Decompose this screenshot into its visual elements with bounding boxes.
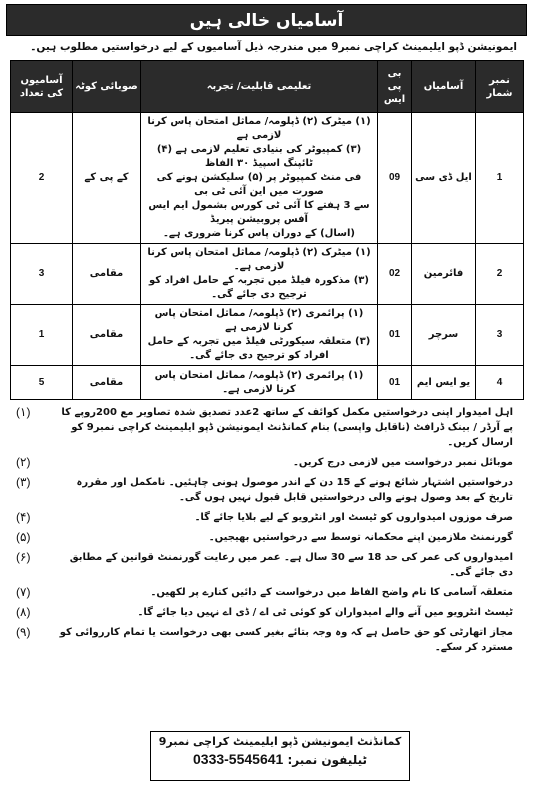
condition-number: (۳)	[16, 475, 31, 489]
row-qualification	[141, 244, 378, 305]
phone-number: 0333-5545641	[193, 751, 284, 767]
list-item	[16, 475, 513, 505]
list-item	[16, 550, 513, 580]
list-item	[16, 530, 513, 545]
row-bps: 01	[378, 366, 412, 400]
row-qualification	[141, 113, 378, 244]
header-count: آسامیوں کی تعداد	[11, 61, 73, 113]
qualification-line: (۱) پرائمری (۲) ڈپلومہ/ مماثل امتحان پاس کرنا لازمی ہے۔	[154, 369, 364, 395]
qualification-line: (۱) میٹرک (۲) ڈپلومہ/ مماثل امتحان پاس کرنا لازمی ہے۔	[147, 247, 371, 272]
conditions-list	[6, 400, 527, 655]
table-header-row	[11, 61, 524, 113]
condition-number: (۱)	[16, 405, 31, 419]
condition-text: درخواستیں اشتہار شائع ہونے کے 15 دن کے اندر موصول ہونی چاہئیں۔ نامکمل اور مقررہ تاریخ کے بعد وصول ہونے والی درخواستیں قابل قبول نہیں ہوں گی۔	[76, 477, 513, 503]
table-row	[11, 113, 524, 244]
row-bps: 09	[378, 113, 412, 244]
table-row	[11, 366, 524, 400]
list-item	[16, 605, 513, 620]
contact-box	[150, 731, 410, 781]
row-count: 2	[11, 113, 73, 244]
list-item	[16, 510, 513, 525]
list-item	[16, 625, 513, 655]
qualification-line: (۱) میٹرک (۲) ڈپلومہ/ مماثل امتحان پاس کرنا لازمی ہے	[147, 116, 371, 141]
contact-address: کمانڈنٹ ایمونیشن ڈپو ایلیمینٹ کراچی نمبر9	[158, 735, 402, 748]
qualification-line: فی منٹ کمپیوٹر پر (۵) سلیکشن ہونے کی صورت میں این آئی ٹی بی	[156, 172, 362, 197]
qualification-line: سے 3 ہفتے کا آئی ٹی کورس بشمول ایم ایس آفس پروبیشن پیریڈ	[148, 200, 370, 225]
qualification-line: (۳) کمپیوٹر کی بنیادی تعلیم لازمی ہے (۴) ٹائپنگ اسپیڈ ۳۰ الفاظ	[156, 144, 362, 169]
phone-label: ٹیلیفون نمبر:	[287, 753, 367, 767]
row-serial: 4	[476, 366, 524, 400]
header-domicile: صوبائی کوٹہ	[73, 61, 141, 113]
page-title	[6, 4, 527, 36]
row-domicile: مقامی	[73, 244, 141, 305]
condition-text: متعلقہ آسامی کا نام واضح الفاظ میں درخواست کے دائیں کنارے پر لکھیں۔	[150, 587, 513, 598]
list-item	[16, 405, 513, 450]
row-bps: 01	[378, 305, 412, 366]
table-row	[11, 305, 524, 366]
condition-number: (۴)	[16, 510, 31, 524]
row-domicile: کے پی کے	[73, 113, 141, 244]
header-bps: بی پی ایس	[378, 61, 412, 113]
contact-phone	[151, 751, 409, 767]
condition-number: (۷)	[16, 585, 31, 599]
condition-number: (۲)	[16, 455, 31, 469]
condition-text: امیدواروں کی عمر کی حد 18 سے 30 سال ہے۔ عمر میں رعایت گورنمنٹ قوانین کے مطابق دی جائے گی۔	[69, 552, 513, 578]
vacancies-table	[10, 60, 524, 400]
condition-number: (۹)	[16, 625, 31, 639]
row-serial: 1	[476, 113, 524, 244]
row-qualification	[141, 305, 378, 366]
page-title-text: آسامیاں خالی ہیں	[189, 10, 344, 31]
list-item	[16, 585, 513, 600]
qualification-line: (۱) پرائمری (۲) ڈپلومہ/ مماثل امتحان پاس کرنا لازمی ہے	[154, 308, 364, 333]
condition-text: ٹیسٹ انٹرویو میں آنے والے امیدواران کو کوئی ٹی اے / ڈی اے نہیں دیا جائے گا۔	[137, 607, 513, 618]
table-row	[11, 244, 524, 305]
row-post: ایل ڈی سی	[412, 113, 476, 244]
row-post: فائرمین	[412, 244, 476, 305]
intro-text: ایمونیشن ڈپو ایلیمینٹ کراچی نمبر9 میں مندرجہ ذیل آسامیوں کے لیے درخواستیں مطلوب ہیں۔	[30, 41, 517, 53]
condition-text: اہل امیدوار اپنی درخواستیں مکمل کوائف کے ساتھ 2عدد تصدیق شدہ تصاویر مع 200روپے کا پے آرڈر / بینک ڈرافٹ (ناقابل واپسی) بنام کمانڈنٹ ایمونیشن ڈپو ایلیمینٹ کراچی نمبر9 کو ارسال کریں۔	[61, 407, 513, 448]
row-post: یو ایس ایم	[412, 366, 476, 400]
qualification-line: (۳) متعلقہ سیکورٹی فیلڈ میں تجربہ کے حامل افراد کو ترجیح دی جائے گی۔	[147, 336, 371, 361]
condition-number: (۵)	[16, 530, 31, 544]
row-count: 5	[11, 366, 73, 400]
row-count: 1	[11, 305, 73, 366]
header-post: آسامیاں	[412, 61, 476, 113]
list-item	[16, 455, 513, 470]
qualification-line: (اسال) کے دوران پاس کرنا ضروری ہے۔	[163, 228, 355, 239]
condition-text: صرف موزوں امیدواروں کو ٹیسٹ اور انٹرویو کے لیے بلایا جائے گا۔	[194, 512, 513, 523]
condition-number: (۸)	[16, 605, 31, 619]
condition-text: مجاز اتھارٹی کو حق حاصل ہے کہ وہ وجہ بتائے بغیر کسی بھی درخواست یا تمام کارروائی کو مسترد کر سکے۔	[59, 627, 513, 653]
row-domicile: مقامی	[73, 366, 141, 400]
row-count: 3	[11, 244, 73, 305]
row-post: سرچر	[412, 305, 476, 366]
condition-text: گورنمنٹ ملازمین اپنے محکمانہ توسط سے درخواستیں بھیجیں۔	[208, 532, 513, 543]
row-serial: 2	[476, 244, 524, 305]
condition-number: (۶)	[16, 550, 31, 564]
row-qualification	[141, 366, 378, 400]
row-domicile: مقامی	[73, 305, 141, 366]
row-bps: 02	[378, 244, 412, 305]
condition-text: موبائل نمبر درخواست میں لازمی درج کریں۔	[292, 457, 513, 468]
header-serial: نمبر شمار	[476, 61, 524, 113]
row-serial: 3	[476, 305, 524, 366]
qualification-line: (۳) مذکورہ فیلڈ میں تجربہ کے حامل افراد کو ترجیح دی جائے گی۔	[149, 275, 369, 300]
header-qualification: تعلیمی قابلیت/ تجربہ	[141, 61, 378, 113]
